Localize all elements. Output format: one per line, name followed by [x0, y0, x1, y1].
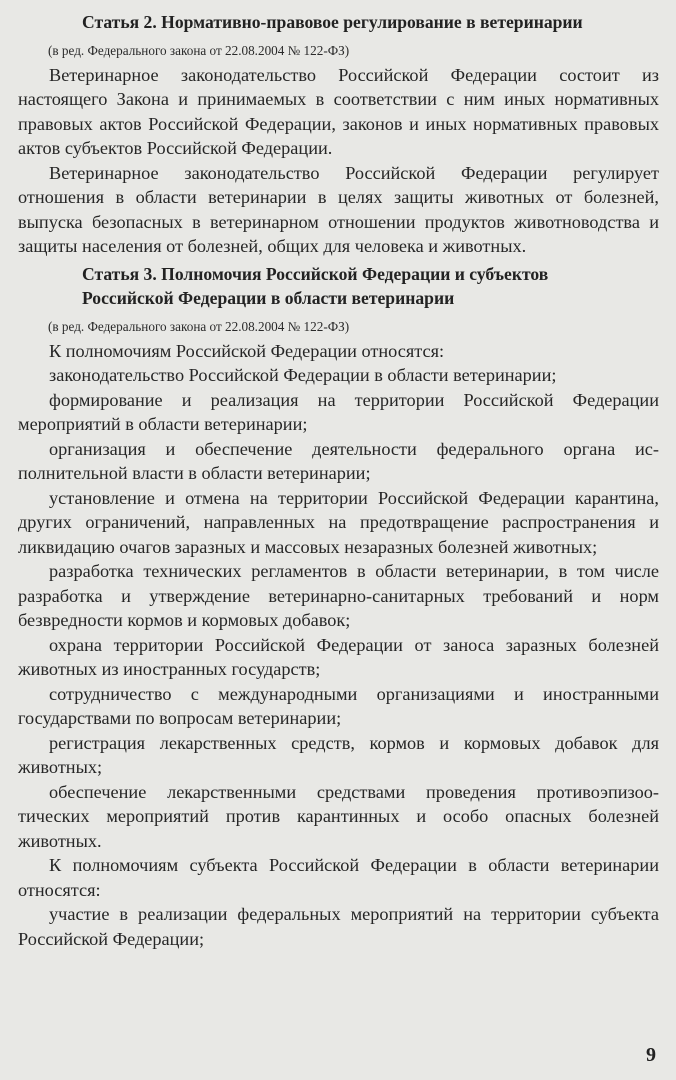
- page-number: 9: [646, 1044, 656, 1066]
- article-3-paragraph: К полномочиям субъекта Российской Федерации в области ветеринарии относятся:: [18, 855, 659, 900]
- article-3-paragraph: формирование и реализация на территории Российской Федерации мероприятий в области ветеринарии;: [18, 389, 659, 434]
- article-3-paragraph: обеспечение лекарственными средствами проведения противоэпизоотических мероприятий против карантинных и особо опасных болезней животных.: [18, 781, 659, 851]
- article-3-heading-line-1: Статья 3. Полномочия Российской Федерации и субъектов: [82, 263, 549, 284]
- page-content: [18, 10, 659, 951]
- article-3-paragraph: законодательство Российской Федерации в области ветеринарии;: [49, 365, 557, 385]
- article-3-paragraph: регистрация лекарственных средств, кормов и кормовых добавок для животных;: [18, 732, 659, 777]
- article-3-paragraph: К полномочиям Российской Федерации относятся:: [49, 340, 445, 361]
- article-3-paragraph: охрана территории Российской Федерации от заноса заразных болезней животных из иностранных государств;: [18, 634, 659, 679]
- article-3-paragraph: сотрудничество с международными организациями и иностранными государствами по вопросам ветеринарии;: [18, 683, 659, 728]
- article-3-amendment-note: (в ред. Федерального закона от 22.08.2004 № 122-ФЗ): [48, 318, 350, 334]
- article-3-paragraph: организация и обеспечение деятельности федерального органа исполнительной власти в области ветеринарии;: [18, 438, 659, 483]
- article-3-heading-line-2: Российской Федерации в области ветеринарии: [82, 288, 455, 308]
- article-2-amendment-note: (в ред. Федерального закона от 22.08.2004 № 122-ФЗ): [48, 42, 350, 58]
- article-3-paragraph: разработка технических регламентов в области ветеринарии, в том числе разработка и утверждение ветеринарно-санитарных требований и норм безвредности кормов и кормовых добавок;: [18, 561, 659, 630]
- article-2-heading: Статья 2. Нормативно-правовое регулирование в ветеринарии: [82, 12, 583, 32]
- article-3-heading: [18, 262, 659, 311]
- article-2-paragraph: Ветеринарное законодательство Российской Федерации состоит из настоящего Закона и принимаемых в соответствии с ним иных нормативных правовых актов Российской Федерации, законов и иных нормативных правовых актов субъектов Российской Федерации.: [18, 64, 659, 158]
- article-3-paragraph: участие в реализации федеральных мероприятий на территории субъекта Российской Федерации;: [18, 904, 659, 949]
- article-3-paragraph: установление и отмена на территории Российской Федерации карантина, других ограничений, направленных на предотвращение распространения и ликвидацию очагов заразных и массовых незаразных болезней животных;: [18, 487, 659, 557]
- article-2-paragraph: Ветеринарное законодательство Российской Федерации регулирует отношения в области ветеринарии в целях защиты животных от болезней, выпуска безопасных в ветеринарном отношении продуктов животноводства и защиты населения от болезней, общих для человека и животных.: [18, 162, 659, 256]
